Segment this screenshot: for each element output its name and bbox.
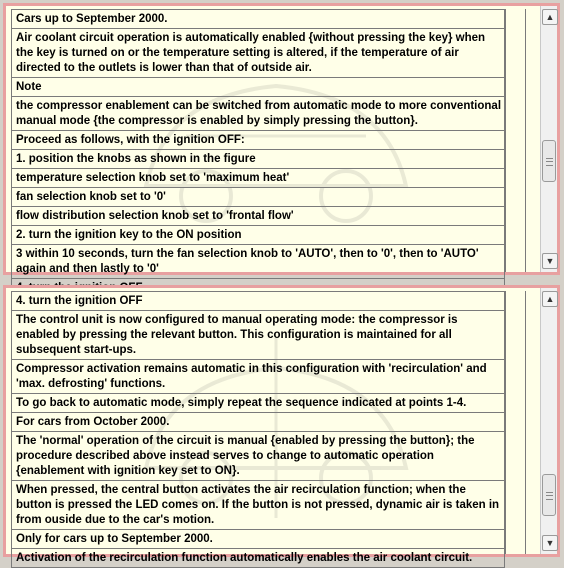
text-row: The 'normal' operation of the circuit is manual {enabled by pressing the button}; the procedure described above instead serves to change to automatic operation {enablement with ignition key set to ON}. xyxy=(11,432,505,481)
top-text-panel xyxy=(3,3,560,275)
text-row: For cars from October 2000. xyxy=(11,413,505,432)
text-row: flow distribution selection knob set to 'frontal flow' xyxy=(11,207,505,226)
text-row: 1. position the knobs as shown in the figure xyxy=(11,150,505,169)
vertical-scrollbar[interactable] xyxy=(540,288,557,554)
text-row: fan selection knob set to '0' xyxy=(11,188,505,207)
text-row: 3 within 10 seconds, turn the fan selection knob to 'AUTO', then to '0', then to 'AUTO' again and then lastly to '0' xyxy=(11,245,505,279)
empty-column xyxy=(505,9,524,272)
text-row: Only for cars up to September 2000. xyxy=(11,530,505,549)
top-row-list xyxy=(11,9,505,298)
text-row: The control unit is now configured to manual operating mode: the compressor is enabled by pressing the relevant button. This configuration is maintained for all subsequent start-ups. xyxy=(11,311,505,360)
bottom-row-list xyxy=(11,291,505,568)
text-row: 4. turn the ignition OFF xyxy=(11,291,505,311)
empty-column xyxy=(505,291,524,554)
vertical-scrollbar[interactable] xyxy=(540,6,557,272)
text-row: Cars up to September 2000. xyxy=(11,9,505,29)
text-row: Proceed as follows, with the ignition OFF: xyxy=(11,131,505,150)
scroll-down-icon[interactable]: ▼ xyxy=(542,253,558,269)
text-row: the compressor enablement can be switched from automatic mode to more conventional manual mode {the compressor is enabled by simply pressing the button}. xyxy=(11,97,505,131)
grip-icon xyxy=(546,158,553,166)
text-row: To go back to automatic mode, simply repeat the sequence indicated at points 1-4. xyxy=(11,394,505,413)
grip-icon xyxy=(546,492,553,500)
bottom-text-panel xyxy=(3,285,560,564)
scroll-thumb[interactable] xyxy=(542,140,556,182)
text-row: temperature selection knob set to 'maximum heat' xyxy=(11,169,505,188)
scroll-up-icon[interactable]: ▲ xyxy=(542,291,558,307)
scroll-thumb[interactable] xyxy=(542,474,556,516)
scroll-down-icon[interactable]: ▼ xyxy=(542,535,558,551)
text-row: When pressed, the central button activates the air recirculation function; when the button is pressed the LED comes on. If the button is not pressed, dynamic air is taken in from ouside due to the car's motion. xyxy=(11,481,505,530)
text-row: 2. turn the ignition key to the ON position xyxy=(11,226,505,245)
scroll-up-icon[interactable]: ▲ xyxy=(542,9,558,25)
text-row: Activation of the recirculation function automatically enables the air coolant circuit. xyxy=(11,549,505,568)
text-row: Air coolant circuit operation is automatically enabled {without pressing the key} when the key is turned on or the temperature setting is altered, if the temperature of air directed to the outlets is lower than that of outside air. xyxy=(11,29,505,78)
text-row: Note xyxy=(11,78,505,97)
text-row: Compressor activation remains automatic in this configuration with 'recirculation' and 'max. defrosting' functions. xyxy=(11,360,505,394)
